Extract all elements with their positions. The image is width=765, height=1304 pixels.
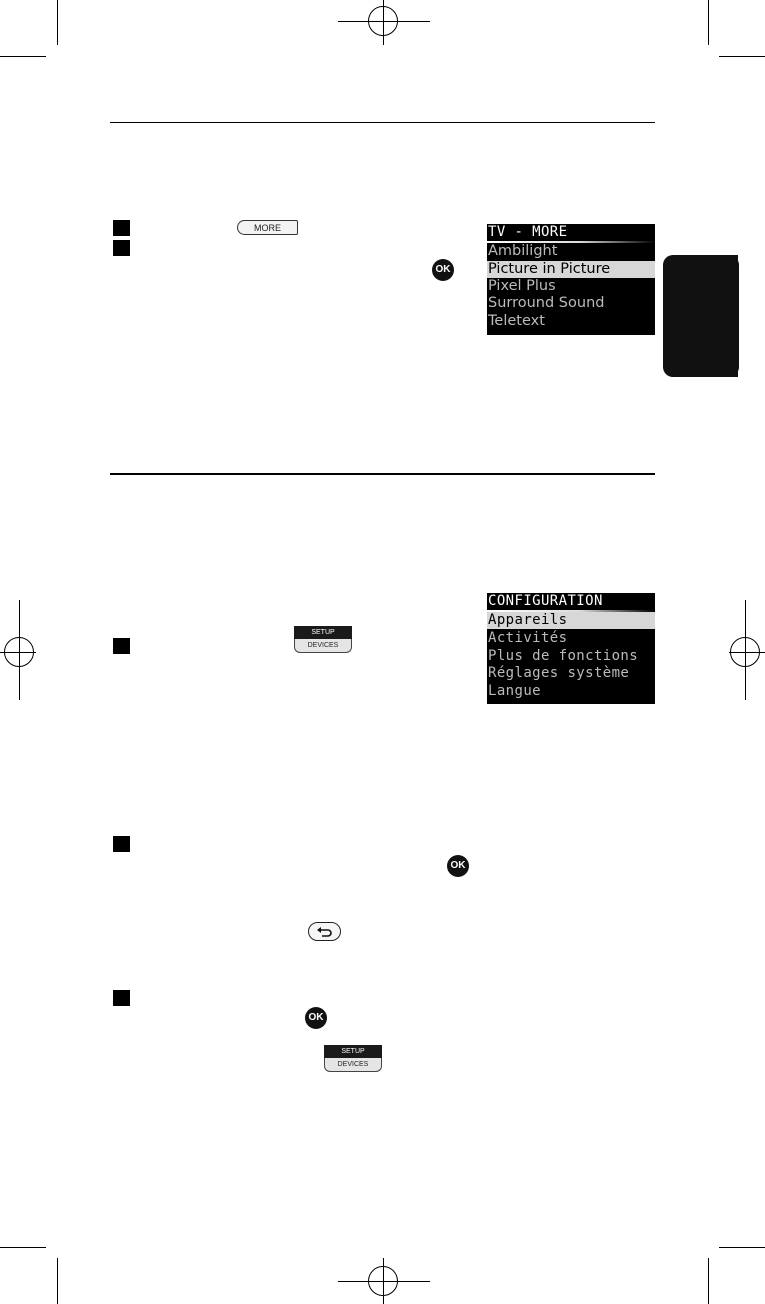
setup-devices-button	[324, 1045, 382, 1073]
ok-button-icon: OK	[447, 855, 469, 877]
crop-mark	[0, 56, 46, 57]
menu-item-langue: Langue	[488, 683, 541, 699]
more-button: MORE	[237, 220, 298, 235]
setup-devices-button	[294, 626, 352, 654]
black-square-icon	[113, 220, 130, 236]
black-square-icon	[113, 638, 130, 654]
screen-title: TV - MORE	[488, 224, 568, 240]
back-arrow-icon	[308, 922, 341, 941]
black-square-icon	[113, 990, 130, 1006]
crop-mark	[708, 0, 709, 45]
devices-label: DEVICES	[324, 1058, 382, 1072]
ok-button-icon: OK	[305, 1007, 327, 1029]
menu-item-pixel-plus: Pixel Plus	[488, 278, 556, 294]
devices-label: DEVICES	[294, 639, 352, 653]
ok-button-icon: OK	[432, 259, 454, 281]
menu-item-picture-in-picture: Picture in Picture	[487, 261, 655, 278]
menu-item-plus-de-fonctions: Plus de fonctions	[488, 648, 639, 664]
menu-item-ambilight: Ambilight	[488, 243, 558, 259]
configuration-screen	[487, 593, 655, 704]
crop-mark	[719, 1247, 765, 1248]
setup-label: SETUP	[294, 626, 352, 639]
crop-mark	[57, 1258, 58, 1304]
section-divider	[110, 122, 655, 123]
menu-item-surround-sound: Surround Sound	[488, 295, 605, 311]
menu-item-appareils: Appareils	[487, 612, 655, 629]
crop-mark	[0, 1247, 46, 1248]
menu-item-reglages-systeme: Réglages système	[488, 665, 630, 681]
crop-mark	[719, 56, 765, 57]
section-divider	[110, 473, 655, 475]
black-square-icon	[113, 836, 130, 852]
setup-label: SETUP	[324, 1045, 382, 1058]
screen-title: CONFIGURATION	[488, 593, 603, 609]
black-square-icon	[113, 240, 130, 256]
language-side-tab	[663, 255, 738, 377]
tv-more-screen	[487, 224, 655, 335]
menu-item-activites: Activités	[488, 630, 568, 646]
crop-mark	[57, 0, 58, 45]
menu-item-teletext: Teletext	[488, 313, 545, 329]
crop-mark	[708, 1258, 709, 1304]
